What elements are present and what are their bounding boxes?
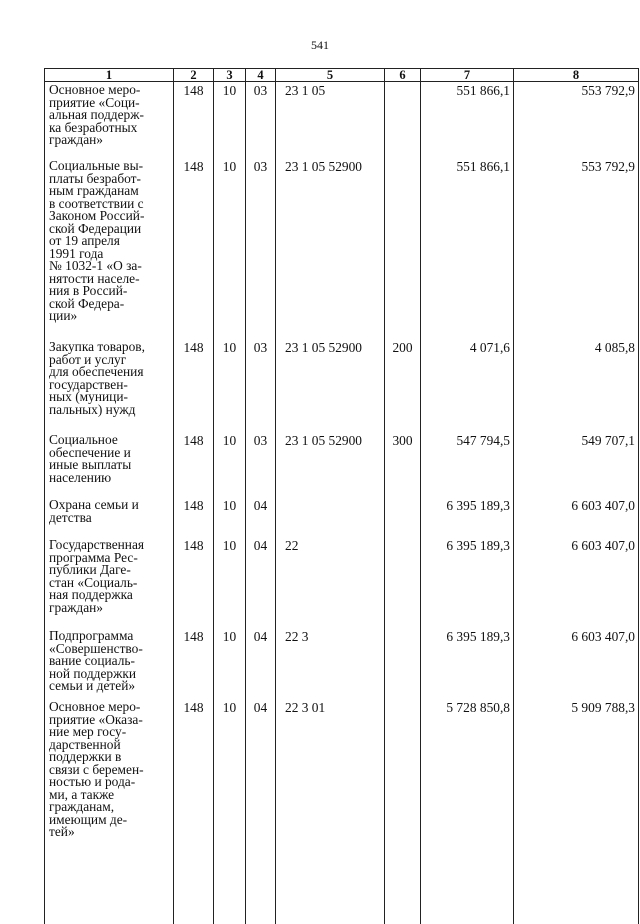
subsection-code-cell: 03 xyxy=(246,82,276,159)
expense-type-cell xyxy=(385,699,421,924)
amount-col8-cell: 553 792,9 xyxy=(514,158,639,339)
section-code-cell: 10 xyxy=(214,432,246,497)
table-row xyxy=(45,497,639,537)
table-row xyxy=(45,537,639,628)
admin-code-cell: 148 xyxy=(174,497,214,537)
amount-col7-cell: 4 071,6 xyxy=(421,339,514,432)
section-code-cell: 10 xyxy=(214,628,246,699)
row-name-cell xyxy=(45,537,174,628)
amount-col8-cell: 549 707,1 xyxy=(514,432,639,497)
admin-code-cell: 148 xyxy=(174,432,214,497)
expense-type-cell xyxy=(385,158,421,339)
admin-code-cell: 148 xyxy=(174,82,214,159)
column-header: 5 xyxy=(276,69,385,82)
column-header: 3 xyxy=(214,69,246,82)
table-row xyxy=(45,339,639,432)
row-name: Охрана семьи и детства xyxy=(49,497,139,525)
expense-type-cell xyxy=(385,82,421,159)
subsection-code-cell: 04 xyxy=(246,497,276,537)
row-name: Государственная программа Рес- публики Даге- стан «Социаль- ная поддержка граждан» xyxy=(49,537,145,615)
amount-col7-cell: 5 728 850,8 xyxy=(421,699,514,924)
subsection-code-cell: 03 xyxy=(246,432,276,497)
row-name-cell xyxy=(45,432,174,497)
column-header: 7 xyxy=(421,69,514,82)
expense-type-cell: 200 xyxy=(385,339,421,432)
table-row xyxy=(45,628,639,699)
table-row xyxy=(45,432,639,497)
section-code-cell: 10 xyxy=(214,158,246,339)
section-code-cell: 10 xyxy=(214,699,246,924)
subsection-code-cell: 04 xyxy=(246,628,276,699)
row-name-cell xyxy=(45,699,174,924)
amount-col8-cell: 6 603 407,0 xyxy=(514,628,639,699)
amount-col7-cell: 6 395 189,3 xyxy=(421,537,514,628)
amount-col7-cell: 6 395 189,3 xyxy=(421,497,514,537)
amount-col8-cell: 5 909 788,3 xyxy=(514,699,639,924)
table-header-row xyxy=(45,69,639,82)
column-header: 8 xyxy=(514,69,639,82)
target-code-cell: 22 3 01 xyxy=(276,699,385,924)
expense-type-cell xyxy=(385,628,421,699)
column-header: 4 xyxy=(246,69,276,82)
expense-type-cell xyxy=(385,497,421,537)
amount-col8-cell: 6 603 407,0 xyxy=(514,537,639,628)
target-code-cell: 23 1 05 52900 xyxy=(276,339,385,432)
row-name: Подпрограмма «Совершенство- вание социаль- ной поддержки семьи и детей» xyxy=(49,628,143,693)
row-name: Закупка товаров, работ и услуг для обеспечения государствен- ных (муници- пальных) нужд xyxy=(49,339,145,417)
subsection-code-cell: 03 xyxy=(246,158,276,339)
amount-col7-cell: 551 866,1 xyxy=(421,158,514,339)
column-header: 1 xyxy=(45,69,174,82)
target-code-cell: 22 xyxy=(276,537,385,628)
table-row xyxy=(45,158,639,339)
column-header: 6 xyxy=(385,69,421,82)
amount-col8-cell: 6 603 407,0 xyxy=(514,497,639,537)
amount-col8-cell: 4 085,8 xyxy=(514,339,639,432)
target-code-cell: 23 1 05 52900 xyxy=(276,158,385,339)
section-code-cell: 10 xyxy=(214,82,246,159)
table-row xyxy=(45,699,639,924)
admin-code-cell: 148 xyxy=(174,537,214,628)
expense-type-cell: 300 xyxy=(385,432,421,497)
subsection-code-cell: 03 xyxy=(246,339,276,432)
admin-code-cell: 148 xyxy=(174,699,214,924)
row-name: Основное меро- приятие «Оказа- ние мер госу- дарственной поддержки в связи с беремен- ностью и рода- ми, а также гражданам, имеющим де- тей» xyxy=(49,699,144,839)
target-code-cell: 23 1 05 52900 xyxy=(276,432,385,497)
amount-col7-cell: 547 794,5 xyxy=(421,432,514,497)
amount-col7-cell: 6 395 189,3 xyxy=(421,628,514,699)
row-name-cell xyxy=(45,158,174,339)
section-code-cell: 10 xyxy=(214,497,246,537)
page-number: 541 xyxy=(311,38,329,52)
admin-code-cell: 148 xyxy=(174,339,214,432)
row-name-cell xyxy=(45,82,174,159)
table-row xyxy=(45,82,639,159)
row-name: Социальное обеспечение и иные выплаты населению xyxy=(49,432,132,485)
amount-col7-cell: 551 866,1 xyxy=(421,82,514,159)
subsection-code-cell: 04 xyxy=(246,699,276,924)
target-code-cell xyxy=(276,497,385,537)
admin-code-cell: 148 xyxy=(174,628,214,699)
target-code-cell: 22 3 xyxy=(276,628,385,699)
admin-code-cell: 148 xyxy=(174,158,214,339)
subsection-code-cell: 04 xyxy=(246,537,276,628)
column-header: 2 xyxy=(174,69,214,82)
amount-col8-cell: 553 792,9 xyxy=(514,82,639,159)
budget-table xyxy=(44,68,639,924)
row-name-cell xyxy=(45,497,174,537)
row-name: Основное меро- приятие «Соци- альная поддерж- ка безработных граждан» xyxy=(49,82,144,147)
expense-type-cell xyxy=(385,537,421,628)
section-code-cell: 10 xyxy=(214,339,246,432)
row-name-cell xyxy=(45,628,174,699)
row-name: Социальные вы- платы безработ- ным гражданам в соответствии с Законом Россий- ской Федерации от 19 апреля 1991 года № 1032-1 «О за- нятости населе- ния в Россий- ской Федера- ции» xyxy=(49,158,145,323)
section-code-cell: 10 xyxy=(214,537,246,628)
target-code-cell: 23 1 05 xyxy=(276,82,385,159)
row-name-cell xyxy=(45,339,174,432)
